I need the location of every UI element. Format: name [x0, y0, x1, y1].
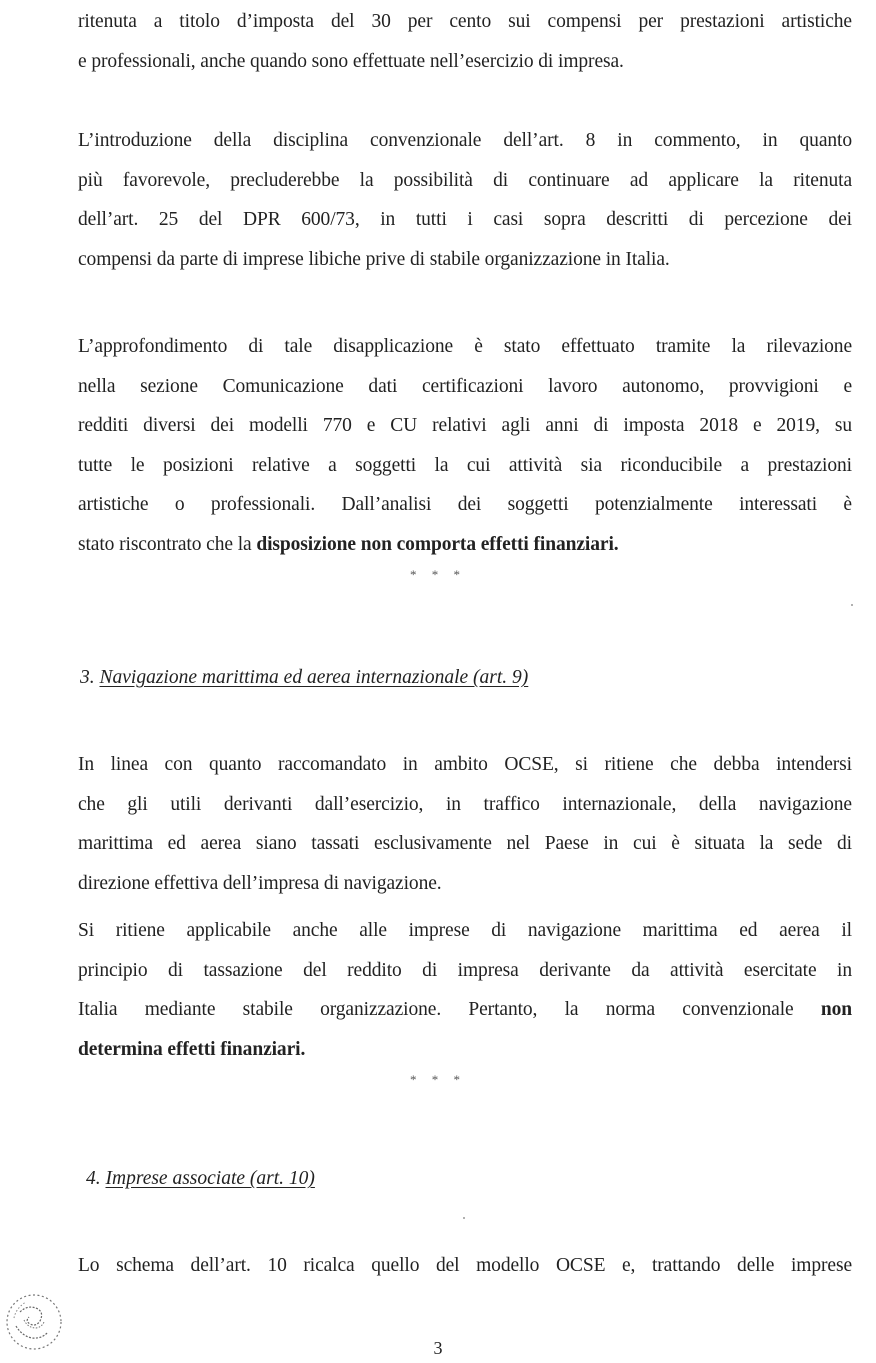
paragraph-navigazione-1	[78, 745, 852, 903]
text-line: artistiche o professionali. Dall’analisi dei soggetti potenzialmente interessati è	[78, 494, 852, 516]
text-line: più favorevole, precluderebbe la possibilità di continuare ad applicare la ritenuta	[78, 169, 852, 191]
text-line: In linea con quanto raccomandato in ambito OCSE, si ritiene che debba intendersi	[78, 754, 852, 775]
section-title: Navigazione marittima ed aerea internazionale (art. 9)	[99, 667, 529, 688]
scan-speck	[851, 604, 853, 606]
text-fragment: stato riscontrato che la	[78, 533, 257, 555]
bold-fragment: non	[820, 999, 852, 1021]
section-number: 4.	[86, 1168, 101, 1189]
text-line: L’approfondimento di tale disapplicazione è stato effettuato tramite la rilevazione	[78, 336, 852, 357]
text-line: Si ritiene applicabile anche alle imprese di navigazione marittima ed aerea il	[78, 920, 852, 941]
paragraph-approfondimento	[78, 327, 852, 565]
section-heading-4	[86, 1168, 315, 1190]
paragraph-navigazione-2	[78, 911, 852, 1069]
text-fragment: Italia mediante stabile organizzazione. Pertanto, la norma convenzionale	[78, 999, 821, 1021]
paragraph-ritenuta	[78, 2, 852, 81]
section-number: 3.	[80, 667, 95, 688]
text-line	[78, 525, 852, 565]
text-line: tutte le posizioni relative a soggetti la cui attività sia riconducibile a prestazioni	[78, 454, 852, 476]
text-line: e professionali, anche quando sono effettuate nell’esercizio di impresa.	[78, 50, 624, 72]
section-title: Imprese associate (art. 10)	[105, 1168, 315, 1189]
section-heading-3	[80, 667, 528, 689]
section-separator: * * *	[410, 1072, 466, 1087]
text-line: ritenuta a titolo d’imposta del 30 per cento sui compensi per prestazioni artistiche	[78, 11, 852, 32]
text-line: nella sezione Comunicazione dati certificazioni lavoro autonomo, provvigioni e	[78, 375, 852, 397]
section-separator: * * *	[410, 567, 466, 582]
text-line: L’introduzione della disciplina convenzionale dell’art. 8 in commento, in quanto	[78, 130, 852, 151]
paragraph-imprese-associate	[78, 1246, 852, 1286]
paragraph-introduzione	[78, 121, 852, 279]
scan-speck	[463, 1217, 465, 1219]
text-line: marittima ed aerea siano tassati esclusivamente nel Paese in cui è situata la sede di	[78, 833, 852, 855]
bold-conclusion: determina effetti finanziari.	[78, 1038, 306, 1060]
text-line: compensi da parte di imprese libiche prive di stabile organizzazione in Italia.	[78, 248, 670, 270]
text-line: principio di tassazione del reddito di impresa derivante da attività esercitate in	[78, 959, 852, 981]
page-number: 3	[433, 1338, 443, 1358]
text-line: dell’art. 25 del DPR 600/73, in tutti i casi sopra descritti di percezione dei	[78, 209, 852, 231]
text-line: direzione effettiva dell’impresa di navigazione.	[78, 872, 442, 894]
text-line: Lo schema dell’art. 10 ricalca quello del modello OCSE e, trattando delle imprese	[78, 1255, 852, 1276]
text-line: redditi diversi dei modelli 770 e CU relativi agli anni di imposta 2018 e 2019, su	[78, 415, 852, 437]
text-line	[78, 990, 852, 1030]
bold-conclusion: disposizione non comporta effetti finanziari.	[256, 533, 619, 555]
text-line: che gli utili derivanti dall’esercizio, in traffico internazionale, della navigazione	[78, 793, 852, 815]
